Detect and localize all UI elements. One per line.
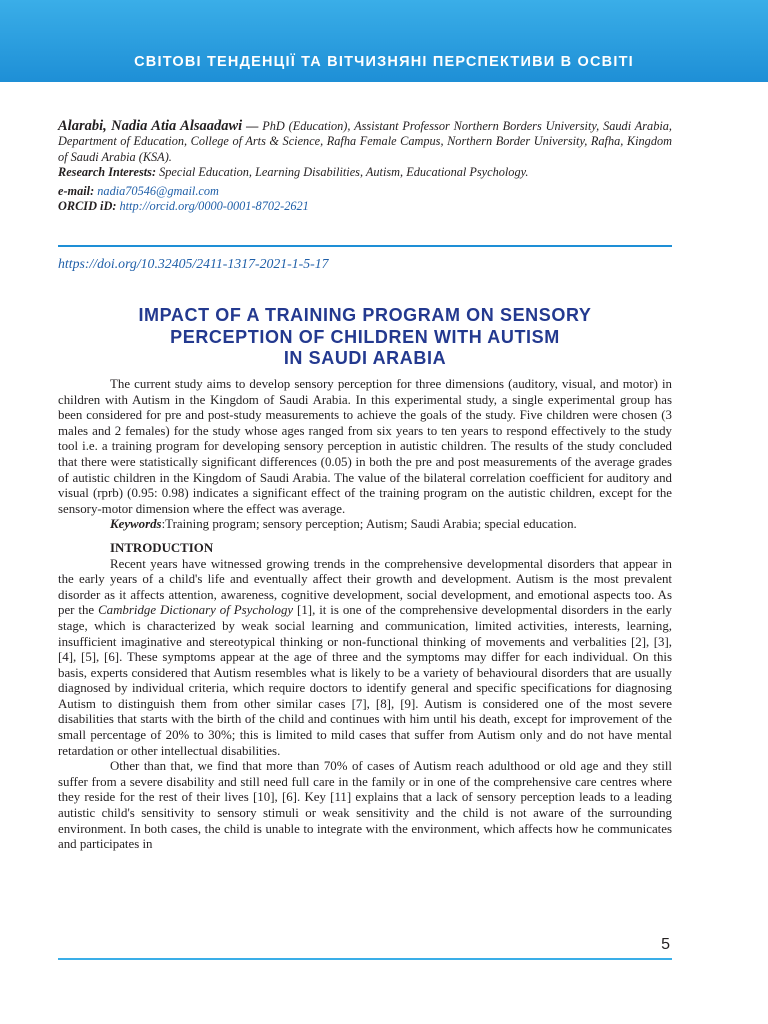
introduction-heading: INTRODUCTION bbox=[110, 540, 214, 555]
section-divider bbox=[58, 245, 672, 247]
title-line: IN SAUDI ARABIA bbox=[283, 348, 447, 368]
footer-divider bbox=[58, 958, 672, 960]
author-name: Alarabi, Nadia Atia Alsaadawi bbox=[58, 118, 243, 134]
intro-paragraph-1 bbox=[58, 557, 672, 760]
doi-link[interactable]: https://doi.org/10.32405/2411-1317-2021-1-5-17 bbox=[58, 256, 329, 271]
email-line bbox=[58, 184, 672, 199]
research-interests bbox=[58, 165, 672, 180]
article-title bbox=[58, 305, 672, 370]
author-affiliation-line bbox=[58, 119, 672, 165]
keywords-value: :Training program; sensory perception; Autism; Saudi Arabia; special education. bbox=[161, 517, 577, 532]
keywords bbox=[58, 517, 672, 533]
research-interests-value: Special Education, Learning Disabilities, Autism, Educational Psychology. bbox=[156, 165, 529, 180]
orcid-label: ORCID iD: bbox=[58, 199, 117, 214]
intro-p1-text-b: [1], it is one of the comprehensive developmental disorders in the early stage, which is characterized by weak social learning and communication, limited activities, interests, learning, insufficient imaginative and stereotypical thinking or non-functional thinking of movements and verbalities [2], [3], [4], [5], [6]. These symptoms appear at the age of three and the symptoms may differ for each individual. On this basis, experts considered that Autism resembles what is likely to be a variety of behavioural disorders that are usually diagnosed by individual criteria, which require doctors to identify general and specific specifications for diagnosing Autism to distinguish them from other similar cases [7], [8], [9]. Autism is considered one of the most severe disabilities that starts with the birth of the child and continues with him until his death, except for improvement of the small percentage of 20% to 30%; this is limited to mild cases that suffer from Autism only and do not have mental retardation or other intellectual disabilities. bbox=[58, 603, 672, 758]
keywords-label: Keywords bbox=[110, 517, 162, 532]
author-info bbox=[58, 119, 672, 214]
title-line: IMPACT OF A TRAINING PROGRAM ON SENSORY bbox=[138, 305, 592, 325]
intro-paragraph-2: Other than that, we find that more than 70% of cases of Autism reach adulthood or old age and they still suffer from a severe disability and still need full care in the family or in one of the comprehensive care centres where they reside for the rest of their lives [10], [6]. Key [11] explains that a lack of sensory perception leads to a leading autistic child's sensitivity to sensory stimuli or weak sensitivity and the child is not aware of the surrounding environment. In both cases, the child is unable to integrate with the environment, which affects how he communicates and participates in bbox=[58, 759, 672, 852]
research-interests-label: Research Interests: bbox=[58, 165, 157, 180]
intro-p1-text-a: Recent years have witnessed growing trends in the comprehensive developmental disorders that appear in the early years of a child's life and eventually affect their growth and development. Autism is the most prevalent disorder as it affects attention, awareness, cognitive development, social development, and emotional aspects too. As per the bbox=[58, 556, 672, 618]
author-dash: — bbox=[242, 119, 263, 133]
author-affiliation: PhD (Education), Assistant Professor Northern Borders University, Saudi Arabia, Department of Education, College of Arts & Science, Rafha Female Campus, Northern Border University, Rafha, Kingdom of Saudi Arabia (KSA). bbox=[58, 119, 672, 164]
title-line: PERCEPTION OF CHILDREN WITH AUTISM bbox=[170, 326, 560, 347]
email-link[interactable]: nadia70546@gmail.com bbox=[94, 183, 219, 198]
email-label: e-mail: bbox=[58, 183, 95, 198]
journal-header-banner bbox=[0, 0, 768, 82]
page-number: 5 bbox=[661, 936, 670, 953]
article-body bbox=[58, 377, 672, 853]
orcid-link[interactable]: http://orcid.org/0000-0001-8702-2621 bbox=[116, 199, 309, 214]
orcid-line bbox=[58, 199, 672, 214]
citation-title: Cambridge Dictionary of Psychology bbox=[98, 603, 294, 618]
journal-title: СВІТОВІ ТЕНДЕНЦІЇ ТА ВІТЧИЗНЯНІ ПЕРСПЕКТИВИ В ОСВІТІ bbox=[134, 54, 634, 70]
abstract: The current study aims to develop sensory perception for three dimensions (auditory, visual, and motor) in children with Autism in the Kingdom of Saudi Arabia. In this experimental study, a single experimental group has been considered for pre and post-study measurements to achieve the goals of the study. Five children were chosen (3 males and 2 females) for the study whose ages ranged from six years to ten years to respond effectively to the study tool i.e. a training program for developing sensory perception in autistic children. The results of the study concluded that there were statistically significant differences (0.05) in both the pre and post measurements of the average grades of autistic children in the Kingdom of Saudi Arabia. The value of the bilateral correlation coefficient for auditory and visual (rprb) (0.95: 0.98) indicates a significant effect of the training program on the autistic children, except for the sensory-motor dimension where the effect was average. bbox=[58, 377, 672, 516]
